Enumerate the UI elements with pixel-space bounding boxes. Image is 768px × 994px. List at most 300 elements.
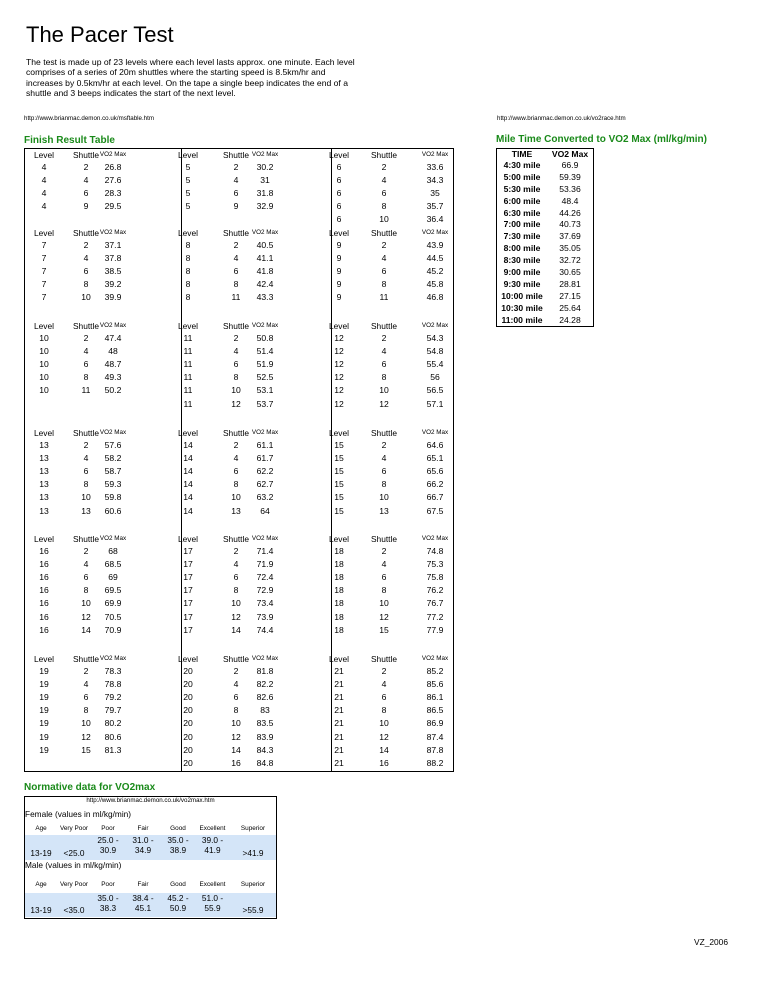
shuttle-cell: 16 [231,757,241,768]
vo2-cell: 83.5 [256,718,274,729]
vo2-header: VO2 Max [99,322,127,329]
vo2-cell: 79.7 [104,705,122,716]
mile-vo2-cell: 28.81 [559,278,581,289]
shuttle-cell: 6 [83,188,89,199]
shuttle-cell: 2 [381,162,387,172]
vo2-cell: 88.2 [426,757,444,768]
level-cell: 4 [41,175,47,186]
shuttle-header: Shuttle [72,428,100,438]
vo2-cell: 70.5 [104,611,122,622]
shuttle-cell: 2 [381,240,387,250]
vo2-cell: 46.8 [426,292,444,303]
level-cell: 19 [39,705,49,716]
column-header-row [25,654,453,665]
vo2-cell: 45.8 [426,279,444,290]
shuttle-header: Shuttle [222,228,250,238]
level-cell: 9 [336,240,342,250]
level-cell: 7 [41,253,47,264]
table-row [25,625,453,636]
table-row [25,506,453,517]
shuttle-cell: 12 [231,731,241,742]
vo2-cell: 56.5 [426,385,444,396]
level-cell: 5 [185,188,191,199]
shuttle-cell: 2 [381,440,387,450]
shuttle-cell: 2 [381,333,387,343]
shuttle-cell: 12 [81,731,91,742]
norm-value-cell [230,848,276,858]
norm-value-cell [57,905,91,915]
norm-value-line: 13-19 [30,848,52,858]
level-cell: 11 [183,359,193,370]
mile-vo2-cell: 25.64 [559,302,581,313]
table-row [25,440,453,451]
shuttle-cell: 15 [81,744,91,755]
shuttle-cell: 4 [83,253,89,264]
shuttle-cell: 2 [233,162,239,172]
vo2-cell: 73.9 [256,611,274,622]
vo2-header: VO2 Max [99,535,127,542]
vo2-cell: 75.8 [426,572,444,583]
intro-paragraph: The test is made up of 23 levels where each level lasts approx. one minute. Each level comprises of a series of 20m shuttles where the starting speed is 8.5km/hr and increases by 0.5km/hr at each level. On the tape a single beep indicates the end of a shuttle and 3 beeps indicates the start of the next level. [26,57,355,98]
level-cell: 14 [183,492,193,503]
level-cell: 13 [39,492,49,503]
vo2-cell: 48.7 [104,359,122,370]
normative-heading: Normative data for VO2max [24,782,156,793]
level-header: Level [177,654,199,664]
vo2-header: VO2 Max [251,229,279,236]
table-row [25,175,453,186]
table-row [25,546,453,557]
level-cell: 5 [185,175,191,186]
level-header: Level [177,534,199,544]
shuttle-cell: 2 [233,440,239,450]
time-header: TIME [511,149,533,159]
page-title: The Pacer Test [26,22,174,47]
norm-value-line: 38.4 - [132,893,154,903]
level-cell: 11 [183,333,193,343]
norm-value-line: 30.9 [99,845,117,855]
female-label: Female (values in ml/kg/min) [25,809,132,819]
vo2-cell: 39.2 [104,279,122,290]
shuttle-cell: 10 [81,492,91,503]
shuttle-cell: 2 [233,333,239,343]
mile-row [497,267,593,279]
mile-vo2-cell: 40.73 [559,219,581,230]
shuttle-cell: 6 [83,572,89,583]
vo2-header: VO2 Max [421,322,449,329]
level-cell: 13 [39,466,49,477]
table-row [25,333,453,344]
vo2-cell: 32.9 [256,201,274,212]
vo2-cell: 66.7 [426,492,444,503]
level-header: Level [33,228,55,238]
shuttle-cell: 8 [233,372,239,383]
vo2-cell: 57.1 [426,398,444,409]
vo2-cell: 85.2 [426,666,444,676]
vo2-cell: 31.8 [256,188,274,199]
level-cell: 14 [183,479,193,490]
level-cell: 20 [183,666,193,676]
vo2-cell: 43.9 [426,240,444,250]
shuttle-cell: 16 [379,757,389,768]
shuttle-cell: 2 [381,666,387,676]
shuttle-cell: 4 [233,559,239,570]
vo2-header: VO2 Max [421,229,449,236]
mile-row [497,160,593,172]
vo2-cell: 86.5 [426,705,444,716]
level-cell: 12 [334,333,344,343]
vo2-cell: 53.1 [256,385,274,396]
level-cell: 16 [39,559,49,570]
shuttle-cell: 8 [381,479,387,490]
vo2-header: VO2 Max [251,429,279,436]
shuttle-header: Shuttle [222,654,250,664]
shuttle-cell: 2 [233,546,239,556]
norm-value-line: 35.0 - [97,893,119,903]
vo2-cell: 29.5 [104,201,122,212]
norm-value-cell [25,848,57,858]
table-row [25,292,453,303]
shuttle-cell: 2 [233,666,239,676]
mile-time-heading: Mile Time Converted to VO2 Max (ml/kg/min) [496,134,707,145]
vo2-header: VO2 Max [421,429,449,436]
vo2-cell: 59.3 [104,479,122,490]
mile-vo2-cell: 44.26 [559,207,581,218]
column-header-row [25,534,453,545]
level-cell: 13 [39,440,49,450]
norm-value-cell [125,893,161,913]
shuttle-cell: 4 [233,253,239,264]
vo2-cell: 53.7 [256,398,274,409]
shuttle-cell: 4 [381,453,387,464]
vo2-cell: 68.5 [104,559,122,570]
vo2-cell: 71.4 [256,546,274,556]
vo2-cell: 54.8 [426,346,444,357]
shuttle-cell: 10 [231,492,241,503]
shuttle-cell: 6 [381,266,387,277]
vo2-cell: 49.3 [104,372,122,383]
mile-vo2-cell: 32.72 [559,255,581,266]
shuttle-header: Shuttle [222,534,250,544]
norm-column-header: Age [35,881,47,888]
norm-value-line: 35.0 - [167,835,189,845]
level-cell: 12 [334,359,344,370]
male-label: Male (values in ml/kg/min) [25,860,122,870]
vo2-cell: 58.2 [104,453,122,464]
vo2-cell: 27.6 [104,175,122,186]
level-cell: 8 [185,253,191,264]
level-cell: 17 [183,624,193,635]
mile-time-cell: 5:30 mile [503,183,541,194]
finish-result-table [24,148,454,772]
table-row [25,466,453,477]
vo2-cell: 36.4 [426,214,444,225]
vo2-cell: 63.2 [256,492,274,503]
male-values-row [25,893,276,917]
vo2-cell: 86.1 [426,692,444,703]
mile-time-cell: 11:00 mile [501,314,543,325]
table-row [25,612,453,623]
level-cell: 10 [39,372,49,383]
level-cell: 15 [334,453,344,464]
norm-value-cell [91,893,125,913]
level-cell: 8 [185,279,191,290]
vo2-cell: 83 [260,705,270,716]
norm-column-header: Good [170,825,186,832]
vo2-cell: 84.8 [256,757,274,768]
vo2max-link[interactable]: http://www.brianmac.demon.co.uk/vo2max.htm [86,797,215,804]
normative-table [24,796,277,919]
level-cell: 18 [334,559,344,570]
table-row [25,162,453,173]
vo2-cell: 52.5 [256,372,274,383]
level-cell: 10 [39,359,49,370]
shuttle-header: Shuttle [222,428,250,438]
level-cell: 12 [334,385,344,396]
vo2-cell: 34.3 [426,175,444,186]
vo2-cell: 41.1 [256,253,274,264]
shuttle-cell: 14 [231,624,241,635]
vo2-cell: 39.9 [104,292,122,303]
shuttle-cell: 12 [81,611,91,622]
shuttle-cell: 6 [83,359,89,370]
norm-column-header: Age [35,825,47,832]
table-row [25,253,453,264]
table-row [25,718,453,729]
level-cell: 18 [334,585,344,596]
shuttle-cell: 10 [379,385,389,396]
vo2-cell: 38.5 [104,266,122,277]
norm-value-line: 25.0 - [97,835,119,845]
vo2-cell: 54.3 [426,333,444,343]
level-cell: 8 [185,240,191,250]
shuttle-cell: 6 [381,466,387,477]
mile-row [497,255,593,267]
level-cell: 7 [41,279,47,290]
shuttle-header: Shuttle [222,321,250,331]
shuttle-cell: 8 [83,372,89,383]
vo2-cell: 35 [430,188,440,199]
shuttle-cell: 12 [379,611,389,622]
finish-result-heading: Finish Result Table [24,135,115,146]
level-cell: 16 [39,572,49,583]
mile-time-cell: 6:30 mile [503,207,541,218]
vo2race-link[interactable]: http://www.brianmac.demon.co.uk/vo2race.htm [497,115,626,122]
level-cell: 19 [39,731,49,742]
level-cell: 21 [334,744,344,755]
norm-value-line: 41.9 [204,845,221,855]
vo2-cell: 73.4 [256,598,274,609]
vo2-cell: 61.1 [256,440,274,450]
shuttle-cell: 6 [233,692,239,703]
shuttle-cell: 4 [83,679,89,690]
vo2-cell: 40.5 [256,240,274,250]
shuttle-cell: 6 [83,466,89,477]
shuttle-cell: 14 [81,624,91,635]
table-row [25,679,453,690]
shuttle-cell: 10 [379,718,389,729]
level-cell: 18 [334,598,344,609]
norm-value-line: 38.3 [99,903,117,913]
level-cell: 19 [39,692,49,703]
shuttle-header: Shuttle [72,321,100,331]
column-header-row [25,150,453,161]
table-row [25,572,453,583]
shuttle-header: Shuttle [72,654,100,664]
vo2-header: VO2 Max [251,322,279,329]
vo2-cell: 47.4 [104,333,122,343]
vo2-cell: 81.8 [256,666,274,676]
table-row [25,266,453,277]
vo2-cell: 69 [108,572,118,583]
norm-value-cell [25,905,57,915]
mile-time-cell: 9:00 mile [503,267,541,278]
shuttle-cell: 6 [381,692,387,703]
vo2-cell: 50.2 [104,385,122,396]
level-header: Level [328,654,350,664]
level-cell: 15 [334,466,344,477]
vo2-cell: 70.9 [104,624,122,635]
level-cell: 20 [183,718,193,729]
norm-value-line: >41.9 [242,848,264,858]
level-cell: 16 [39,546,49,556]
level-cell: 14 [183,453,193,464]
shuttle-cell: 15 [379,624,389,635]
norm-column-header: Excellent [199,825,226,832]
level-cell: 6 [336,175,342,186]
shuttle-cell: 4 [83,346,89,357]
level-cell: 17 [183,546,193,556]
vo2-cell: 31 [260,175,270,186]
msftable-link[interactable]: http://www.brianmac.demon.co.uk/msftable.htm [24,115,154,122]
table-row [25,705,453,716]
vo2-cell: 37.1 [104,240,122,250]
level-cell: 15 [334,492,344,503]
norm-value-cell [91,835,125,855]
vo2-cell: 62.7 [256,479,274,490]
level-cell: 17 [183,598,193,609]
vo2-cell: 41.8 [256,266,274,277]
level-cell: 16 [39,624,49,635]
norm-column-header: Poor [101,881,115,888]
level-header: Level [328,228,350,238]
level-cell: 9 [336,279,342,290]
shuttle-cell: 8 [381,372,387,383]
vo2-cell: 84.3 [256,744,274,755]
shuttle-cell: 4 [233,453,239,464]
shuttle-cell: 13 [231,505,241,516]
shuttle-cell: 14 [231,744,241,755]
vo2-cell: 65.1 [426,453,444,464]
shuttle-cell: 10 [81,292,91,303]
level-cell: 21 [334,731,344,742]
shuttle-cell: 8 [233,705,239,716]
mile-row [497,315,593,327]
mile-time-cell: 10:00 mile [501,290,543,301]
table-row [25,492,453,503]
shuttle-cell: 6 [233,266,239,277]
level-header: Level [33,150,55,160]
vo2-cell: 74.4 [256,624,274,635]
mile-vo2-cell: 66.9 [561,160,579,170]
shuttle-cell: 6 [381,572,387,583]
level-cell: 13 [39,505,49,516]
table-row [25,399,453,410]
vo2-cell: 42.4 [256,279,274,290]
table-row [25,692,453,703]
shuttle-cell: 8 [233,585,239,596]
vo2-cell: 68 [108,546,118,556]
vo2-cell: 82.2 [256,679,274,690]
level-cell: 9 [336,253,342,264]
level-cell: 11 [183,372,193,383]
shuttle-cell: 10 [231,385,241,396]
shuttle-header: Shuttle [72,150,100,160]
level-cell: 10 [39,346,49,357]
shuttle-header: Shuttle [370,654,398,664]
mile-vo2-cell: 30.65 [559,267,581,278]
shuttle-cell: 6 [83,692,89,703]
vo2-header: VO2 Max [99,229,127,236]
mile-time-cell: 5:00 mile [503,171,541,182]
vo2-cell: 28.3 [104,188,122,199]
vo2-cell: 64 [260,505,270,516]
mile-time-cell: 9:30 mile [503,278,541,289]
mile-row [497,172,593,184]
vo2-cell: 59.8 [104,492,122,503]
mile-vo2-cell: 48.4 [561,195,579,206]
norm-value-line: <35.0 [63,905,85,915]
shuttle-cell: 4 [233,679,239,690]
table-row [25,201,453,212]
norm-value-cell [195,893,230,913]
shuttle-cell: 2 [381,546,387,556]
shuttle-cell: 4 [381,346,387,357]
shuttle-cell: 10 [231,598,241,609]
shuttle-cell: 4 [83,175,89,186]
vo2-cell: 85.6 [426,679,444,690]
table-row [25,479,453,490]
shuttle-cell: 8 [83,705,89,716]
level-cell: 19 [39,679,49,690]
level-cell: 18 [334,624,344,635]
level-cell: 21 [334,692,344,703]
vo2-header: VO2 Max [99,429,127,436]
level-header: Level [177,228,199,238]
norm-column-header: Poor [101,825,115,832]
shuttle-cell: 11 [231,292,241,303]
shuttle-cell: 12 [379,398,389,409]
shuttle-header: Shuttle [222,150,250,160]
level-cell: 19 [39,718,49,729]
vo2-cell: 67.5 [426,505,444,516]
shuttle-cell: 4 [381,559,387,570]
level-cell: 17 [183,559,193,570]
shuttle-cell: 4 [83,559,89,570]
vo2-cell: 80.2 [104,718,122,729]
column-header-row [25,228,453,239]
level-cell: 12 [334,372,344,383]
shuttle-cell: 2 [83,333,89,343]
vo2-cell: 81.3 [104,744,122,755]
vo2-cell: 65.6 [426,466,444,477]
level-cell: 11 [183,346,193,357]
vo2-cell: 60.6 [104,505,122,516]
level-cell: 10 [39,385,49,396]
level-cell: 15 [334,440,344,450]
female-values-row [25,835,276,860]
vo2-header: VO2 Max [421,655,449,662]
